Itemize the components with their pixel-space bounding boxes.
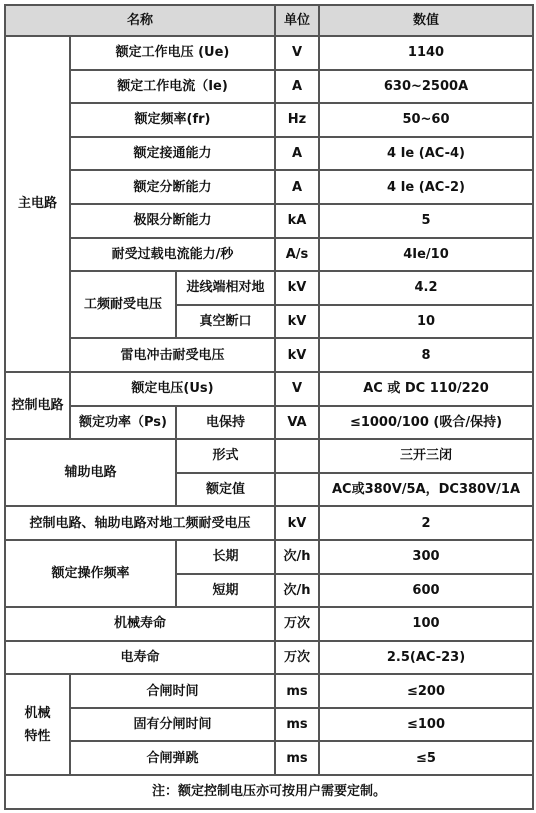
row-name: 雷电冲击耐受电压 <box>71 339 274 371</box>
table-row <box>6 71 532 103</box>
table-row <box>6 239 532 271</box>
group-main-circuit: 主电路 <box>6 37 69 371</box>
row-unit: kV <box>276 339 318 371</box>
row-unit: ms <box>276 742 318 774</box>
row-name: 长期 <box>177 541 274 573</box>
group-mech-line2: 特性 <box>24 728 51 744</box>
row-value: 600 <box>320 575 532 607</box>
table-row <box>6 709 532 741</box>
row-value: 8 <box>320 339 532 371</box>
row-value: 1140 <box>320 37 532 69</box>
row-unit: Hz <box>276 104 318 136</box>
row-unit: 次/h <box>276 541 318 573</box>
group-mech-line1: 机械 <box>24 705 51 721</box>
table-row <box>6 205 532 237</box>
row-name: 形式 <box>177 440 274 472</box>
row-unit: 万次 <box>276 608 318 640</box>
table-row <box>6 608 532 640</box>
footnote: 注：额定控制电压亦可按用户需要定制。 <box>6 776 532 808</box>
row-name: 短期 <box>177 575 274 607</box>
table-row <box>6 339 532 371</box>
group-rated-op-freq: 额定操作频率 <box>6 541 175 606</box>
row-value: 4 Ie (AC-2) <box>320 171 532 203</box>
row-unit: A <box>276 138 318 170</box>
row-name: 电保持 <box>177 407 274 439</box>
row-value: 50~60 <box>320 104 532 136</box>
table-row <box>6 272 532 304</box>
row-value: AC 或 DC 110/220 <box>320 373 532 405</box>
row-value: 4 Ie (AC-4) <box>320 138 532 170</box>
row-unit: V <box>276 37 318 69</box>
row-name: 额定接通能力 <box>71 138 274 170</box>
row-name: 极限分断能力 <box>71 205 274 237</box>
row-value: 100 <box>320 608 532 640</box>
row-value: AC或380V/5A，DC380V/1A <box>320 474 532 506</box>
footnote-row <box>6 776 532 808</box>
row-value: ≤1000/100 (吸合/保持) <box>320 407 532 439</box>
row-name: 额定电压(Us) <box>71 373 274 405</box>
row-unit: ms <box>276 675 318 707</box>
row-name: 固有分闸时间 <box>71 709 274 741</box>
table-row <box>6 642 532 674</box>
group-mechanical-characteristics <box>6 675 69 774</box>
row-name: 合闸时间 <box>71 675 274 707</box>
row-unit: A <box>276 71 318 103</box>
row-value: 300 <box>320 541 532 573</box>
row-name: 额定分断能力 <box>71 171 274 203</box>
row-unit: ms <box>276 709 318 741</box>
spec-table-container <box>4 4 534 810</box>
row-value: ≤200 <box>320 675 532 707</box>
header-value: 数值 <box>320 6 532 35</box>
header-unit: 单位 <box>276 6 318 35</box>
row-name: 控制电路、轴助电路对地工频耐受电压 <box>6 507 274 539</box>
row-value: 2.5(AC-23) <box>320 642 532 674</box>
row-name: 额定值 <box>177 474 274 506</box>
table-row <box>6 541 532 573</box>
row-name: 真空断口 <box>177 306 274 338</box>
row-value: 2 <box>320 507 532 539</box>
table-row <box>6 675 532 707</box>
header-row <box>6 6 532 35</box>
row-value: 5 <box>320 205 532 237</box>
row-name: 电寿命 <box>6 642 274 674</box>
row-value: ≤100 <box>320 709 532 741</box>
spec-table <box>4 4 534 810</box>
row-unit: A/s <box>276 239 318 271</box>
row-unit: kV <box>276 507 318 539</box>
row-value: 三开三闭 <box>320 440 532 472</box>
row-unit: VA <box>276 407 318 439</box>
row-unit: 次/h <box>276 575 318 607</box>
row-unit: 万次 <box>276 642 318 674</box>
row-name: 机械寿命 <box>6 608 274 640</box>
row-value: 10 <box>320 306 532 338</box>
table-row <box>6 37 532 69</box>
row-unit <box>276 474 318 506</box>
row-name: 耐受过载电流能力/秒 <box>71 239 274 271</box>
row-unit: kV <box>276 272 318 304</box>
table-row <box>6 507 532 539</box>
row-value: 630~2500A <box>320 71 532 103</box>
row-name: 额定工作电压 (Ue) <box>71 37 274 69</box>
row-value: ≤5 <box>320 742 532 774</box>
row-name: 额定频率(fr) <box>71 104 274 136</box>
group-aux-circuit: 辅助电路 <box>6 440 175 505</box>
table-row <box>6 171 532 203</box>
row-name: 额定工作电流（Ie) <box>71 71 274 103</box>
table-row <box>6 138 532 170</box>
row-unit: kV <box>276 306 318 338</box>
row-unit: kA <box>276 205 318 237</box>
row-value: 4Ie/10 <box>320 239 532 271</box>
table-row <box>6 104 532 136</box>
row-unit <box>276 440 318 472</box>
group-control-circuit: 控制电路 <box>6 373 69 438</box>
row-unit: A <box>276 171 318 203</box>
group-rated-power: 额定功率（Ps) <box>71 407 175 439</box>
group-power-freq-withstand: 工频耐受电压 <box>71 272 175 337</box>
row-unit: V <box>276 373 318 405</box>
table-row <box>6 742 532 774</box>
table-row <box>6 440 532 472</box>
row-name: 进线端相对地 <box>177 272 274 304</box>
table-row <box>6 407 532 439</box>
row-value: 4.2 <box>320 272 532 304</box>
table-row <box>6 373 532 405</box>
header-name: 名称 <box>6 6 274 35</box>
row-name: 合闸弹跳 <box>71 742 274 774</box>
